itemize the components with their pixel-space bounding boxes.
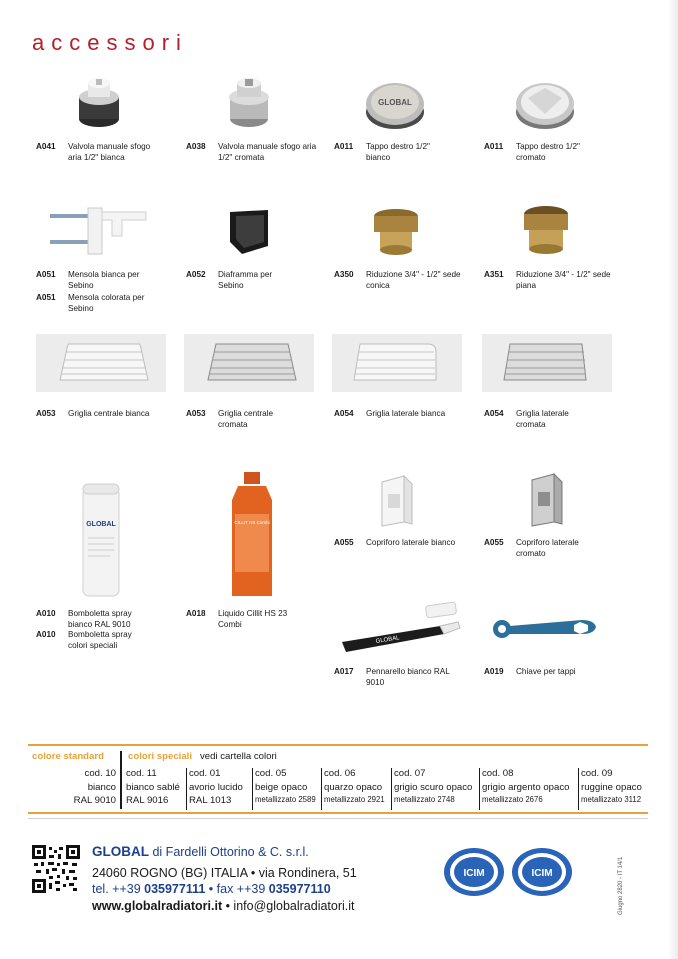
- product-desc: Riduzione 3/4" - 1/2" sede piana: [516, 270, 611, 290]
- fax-label: • fax ++39: [205, 882, 269, 896]
- product-desc: Copriforo laterale cromato: [516, 538, 579, 558]
- product-desc: Mensola bianca per Sebino: [68, 270, 140, 290]
- product-code: A051: [36, 270, 56, 279]
- product-desc: Bomboletta spray bianco RAL 9010: [68, 609, 132, 629]
- product-caption: [186, 609, 326, 639]
- key-image: [488, 612, 600, 642]
- product-desc: Griglia centrale bianca: [68, 409, 150, 418]
- color-code: cod. 11: [126, 768, 157, 779]
- spray-can-image: [80, 482, 122, 600]
- product-code: A051: [36, 293, 56, 302]
- color-code: cod. 07: [394, 768, 426, 779]
- bracket-image: [48, 206, 152, 256]
- product-caption: [36, 609, 176, 655]
- qr-code-icon: [32, 845, 80, 893]
- product-code: A017: [334, 667, 354, 676]
- column-divider: [578, 768, 579, 810]
- special-color-label: colori speciali: [128, 751, 192, 762]
- website-link[interactable]: www.globalradiatori.it: [92, 899, 223, 913]
- product-caption: [186, 142, 326, 172]
- product-code: A054: [484, 409, 504, 418]
- product-code: A055: [334, 538, 354, 547]
- company-address: 24060 ROGNO (BG) ITALIA • via Rondinera, 51: [92, 866, 357, 880]
- product-code: A010: [36, 609, 56, 618]
- column-divider: [479, 768, 480, 810]
- product-code: A011: [484, 142, 504, 151]
- cap-white-image: [364, 78, 426, 132]
- product-caption: [484, 142, 624, 172]
- color-column: [324, 768, 390, 810]
- tel-number[interactable]: 035977111: [144, 882, 206, 896]
- product-caption: [334, 409, 474, 439]
- tel-label: tel. ++39: [92, 882, 145, 896]
- grille-central-chrome-image: [184, 334, 314, 392]
- grille-lateral-white-image: [332, 334, 462, 392]
- product-caption: [36, 409, 176, 439]
- grille-central-white-image: [36, 334, 166, 392]
- column-divider: [252, 768, 253, 810]
- footer-divider: [28, 818, 648, 819]
- product-desc: Chiave per tappi: [516, 667, 576, 676]
- product-code: A350: [334, 270, 354, 279]
- cap-brand-text: GLOBAL: [378, 98, 412, 107]
- color-name: beige opaco: [255, 781, 308, 793]
- cillit-label-text: CILLIT HS Combi: [234, 520, 270, 525]
- product-desc: Pennarello bianco RAL 9010: [366, 667, 450, 687]
- column-divider: [391, 768, 392, 810]
- color-ral: metallizzato 2921: [324, 795, 385, 804]
- color-code: cod. 10: [84, 768, 116, 779]
- product-code: A052: [186, 270, 206, 279]
- company-name: [92, 844, 309, 859]
- color-table-bottom-line: [28, 812, 648, 814]
- diaphragm-image: [224, 206, 274, 256]
- product-caption: [484, 667, 624, 697]
- special-color-note: vedi cartella colori: [200, 751, 277, 762]
- color-code: cod. 08: [482, 768, 514, 779]
- company-phone: [92, 882, 331, 896]
- product-caption: [186, 270, 326, 300]
- color-column: [581, 768, 647, 810]
- product-code: A018: [186, 609, 206, 618]
- cover-chrome-image: [524, 472, 568, 530]
- color-ral: metallizzato 3112: [581, 795, 642, 804]
- valve-chrome-image: [222, 75, 276, 131]
- marker-brand-text: GLOBAL: [375, 635, 401, 645]
- color-ral: metallizzato 2748: [394, 795, 455, 804]
- product-caption: [334, 142, 474, 172]
- product-desc: Riduzione 3/4" - 1/2" sede conica: [366, 270, 461, 290]
- product-caption: [36, 270, 176, 316]
- icim-badge-icon: [442, 846, 506, 898]
- product-desc: Griglia laterale cromata: [516, 409, 569, 429]
- column-divider: [321, 768, 322, 810]
- product-desc: Diaframma per Sebino: [218, 270, 273, 290]
- product-desc: Copriforo laterale bianco: [366, 538, 456, 547]
- color-name: bianco: [87, 781, 116, 793]
- product-code: A351: [484, 270, 504, 279]
- spray-brand-text: GLOBAL: [86, 521, 116, 528]
- product-code: A054: [334, 409, 354, 418]
- product-desc: Griglia centrale cromata: [218, 409, 274, 429]
- reducer-conical-image: [368, 206, 424, 256]
- product-desc: Valvola manuale sfogo aria 1/2" cromata: [218, 142, 317, 162]
- company-brand: GLOBAL: [92, 844, 149, 859]
- color-column: [255, 768, 319, 810]
- cap-chrome-image: [514, 78, 576, 132]
- product-caption: [186, 409, 326, 439]
- color-code: cod. 01: [189, 768, 221, 779]
- company-web: [92, 899, 355, 913]
- product-desc: Mensola colorata per Sebino: [68, 293, 145, 313]
- page-title: accessori: [32, 30, 188, 55]
- email-link[interactable]: • info@globalradiatori.it: [222, 899, 355, 913]
- standard-color-label: colore standard: [32, 751, 104, 762]
- color-name: bianco sablé: [126, 781, 180, 793]
- product-desc: Tappo destro 1/2" cromato: [516, 142, 580, 162]
- fax-number: 035977110: [268, 882, 331, 896]
- product-code: A019: [484, 667, 504, 676]
- color-column: [58, 768, 116, 810]
- color-column: [394, 768, 478, 810]
- color-code: cod. 05: [255, 768, 287, 779]
- color-ral: RAL 9010: [73, 795, 116, 806]
- product-code: A011: [334, 142, 354, 151]
- color-name: ruggine opaco: [581, 781, 642, 793]
- color-ral: metallizzato 2589: [255, 795, 316, 804]
- color-ral: RAL 1013: [189, 795, 232, 806]
- product-desc: Liquido Cillit HS 23 Combi: [218, 609, 288, 629]
- product-caption: [484, 270, 624, 300]
- grille-lateral-chrome-image: [482, 334, 612, 392]
- page-edge: [668, 0, 678, 959]
- color-name: quarzo opaco: [324, 781, 383, 793]
- product-code: A038: [186, 142, 206, 151]
- color-code: cod. 06: [324, 768, 356, 779]
- color-ral: RAL 9016: [126, 795, 169, 806]
- product-desc: Tappo destro 1/2" bianco: [366, 142, 430, 162]
- product-desc: Griglia laterale bianca: [366, 409, 446, 418]
- column-divider: [186, 768, 187, 810]
- product-caption: [334, 270, 474, 300]
- color-name: avorio lucido: [189, 781, 243, 793]
- icim-badge-icon: [510, 846, 574, 898]
- product-caption: [484, 538, 624, 568]
- doc-reference: Giugno 2820 - IT 14/1: [618, 856, 624, 915]
- product-caption: [334, 538, 474, 568]
- badge-text: ICIM: [531, 868, 553, 879]
- valve-white-image: [72, 75, 126, 131]
- color-name: grigio argento opaco: [482, 781, 570, 793]
- product-code: A010: [36, 630, 56, 639]
- badge-text: ICIM: [463, 868, 485, 879]
- product-caption: [334, 667, 474, 697]
- product-code: A053: [36, 409, 56, 418]
- color-ral: metallizzato 2676: [482, 795, 543, 804]
- company-rest: di Fardelli Ottorino & C. s.r.l.: [152, 845, 309, 859]
- product-caption: [484, 409, 624, 439]
- color-column: [482, 768, 577, 810]
- color-name: grigio scuro opaco: [394, 781, 473, 793]
- product-code: A053: [186, 409, 206, 418]
- color-column: [126, 768, 184, 810]
- column-divider: [120, 751, 122, 809]
- product-caption: [36, 142, 176, 172]
- color-table-top-line: [28, 744, 648, 746]
- product-desc: Valvola manuale sfogo aria 1/2" bianca: [68, 142, 151, 162]
- cillit-bottle-image: [228, 470, 276, 600]
- product-code: A041: [36, 142, 56, 151]
- marker-image: [336, 600, 466, 656]
- product-desc: Bomboletta spray colori speciali: [68, 630, 132, 650]
- color-code: cod. 09: [581, 768, 613, 779]
- reducer-flat-image: [518, 204, 574, 256]
- cover-white-image: [374, 474, 418, 530]
- color-column: [189, 768, 251, 810]
- product-code: A055: [484, 538, 504, 547]
